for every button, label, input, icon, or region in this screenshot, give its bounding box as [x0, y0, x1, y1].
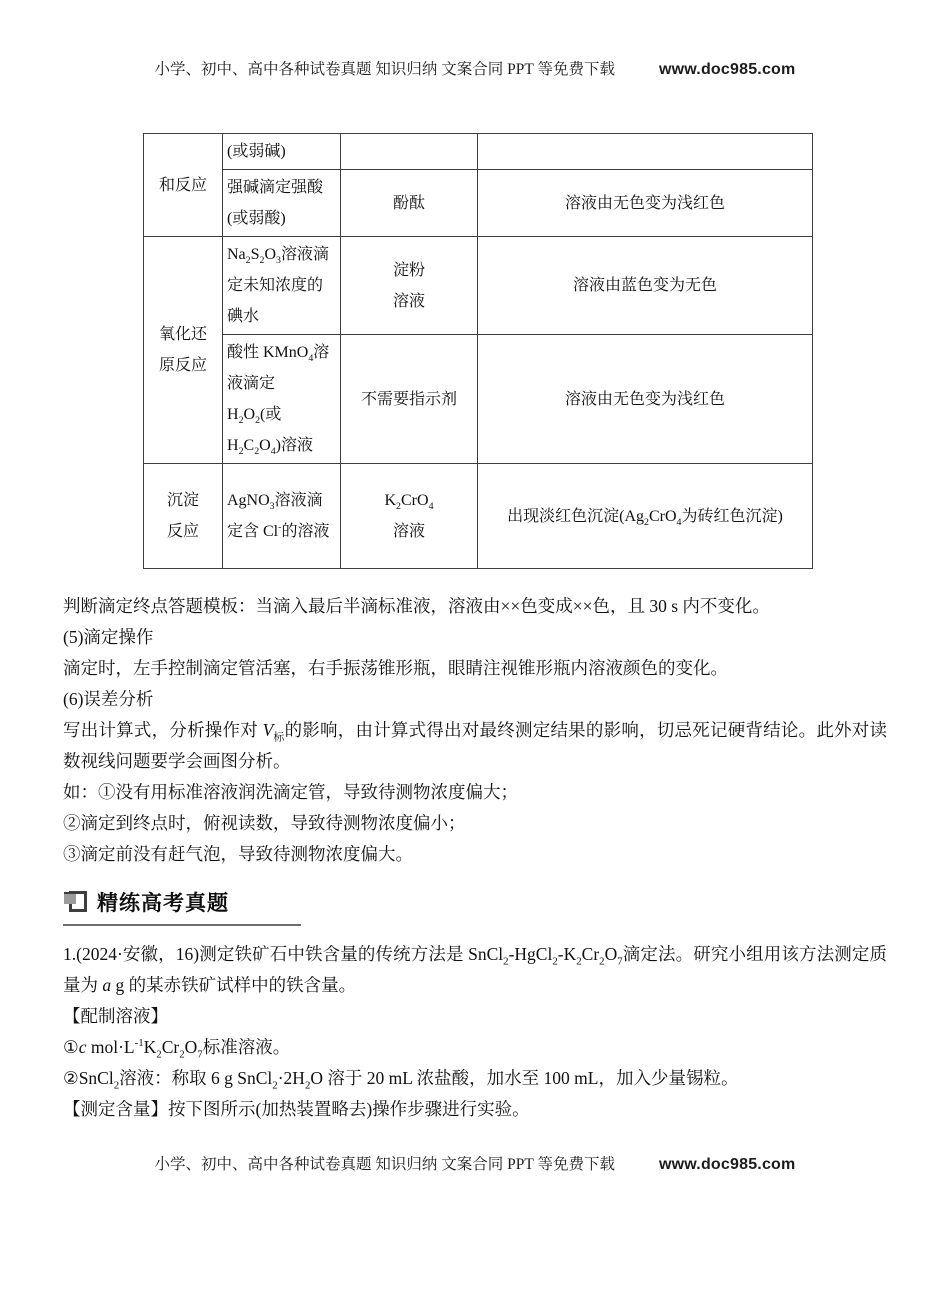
cell-indicator-k2cro4: $K_2CrO_4$ 溶液: [341, 464, 478, 569]
titration-operation-text: 滴定时，左手控制滴定管活塞，右手振荡锥形瓶，眼睛注视锥形瓶内溶液颜色的变化。: [63, 658, 728, 678]
cell-indicator-none-needed: 不需要指示剂: [341, 335, 478, 464]
header-site-url: www.doc985.com: [658, 61, 796, 78]
section-title: 精练高考真题: [97, 892, 229, 915]
cell-observation-brick-red-precipitate: 出现淡红色沉淀($Ag_2CrO_4$为砖红色沉淀): [478, 464, 813, 569]
error-example-2: ②滴定到终点时，俯视读数，导致待测物浓度偏小；: [63, 813, 466, 833]
cell-method-agno3: AgNO$_3$溶液滴定含 Cl-的溶液: [223, 464, 341, 569]
footer-download-text: 小学、初中、高中各种试卷真题 知识归纳 文案合同 PPT 等免费下载: [154, 1156, 615, 1173]
cell-method-strong-base-titrate-acid: 强碱滴定强酸(或弱酸): [223, 170, 341, 237]
error-analysis-heading: (6)误差分析: [63, 689, 154, 709]
cell-method-thiosulfate: $Na_2S_2O_3$溶液滴定未知浓度的碘水: [223, 237, 341, 335]
titration-operation-heading: (5)滴定操作: [63, 627, 154, 647]
titration-indicator-table: [143, 133, 813, 569]
cell-category-precipitation: 沉淀 反应: [144, 464, 223, 569]
cell-indicator-phenolphthalein: 酚酞: [341, 170, 478, 237]
cell-observation-blue-to-colorless: 溶液由蓝色变为无色: [478, 237, 813, 335]
cell-indicator-starch: 淀粉 溶液: [341, 237, 478, 335]
document-content: [63, 133, 887, 1125]
endpoint-answer-template: 判断滴定终点答题模板：当滴入最后半滴标准液，溶液由××色变成××色，且 30 s 内不变化。: [63, 596, 770, 616]
cell-observation-colorless-to-pink: 溶液由无色变为浅红色: [478, 170, 813, 237]
prepare-solution-item-2: ②SnCl$_2$溶液：称取 6 g $SnCl_2\cdot 2H_2O$ 溶于 20 mL 浓盐酸，加水至 100 mL，加入少量锡粒。: [63, 1068, 739, 1092]
cell-indicator-empty: [341, 134, 478, 170]
prepare-solution-heading: 【配制溶液】: [63, 1006, 168, 1026]
page-header: [0, 57, 950, 79]
question-1-stem: 1.(2024·安徽，16)测定铁矿石中铁含量的传统方法是 $SnCl_2-HgCl_2-K_2Cr_2O_7$滴定法。研究小组用该方法测定质量为 a g 的某赤铁矿试样中的铁含量。: [63, 944, 888, 995]
cell-observation-colorless-to-pink-2: 溶液由无色变为浅红色: [478, 335, 813, 464]
document-icon: [64, 891, 87, 914]
exam-practice-section-header: [63, 882, 301, 926]
header-download-text: 小学、初中、高中各种试卷真题 知识归纳 文案合同 PPT 等免费下载: [154, 61, 615, 78]
cell-method-kmno4: 酸性 KMnO$_4$溶液滴定 $H_2O_2$(或 $H_2C_2O_4$)溶液: [223, 335, 341, 464]
error-example-3: ③滴定前没有赶气泡，导致待测物浓度偏大。: [63, 844, 413, 864]
footer-site-url: www.doc985.com: [658, 1156, 796, 1173]
cell-category-neutralization: 和反应: [144, 134, 223, 237]
page-footer: [0, 1152, 950, 1174]
cell-method-weak-base: (或弱碱): [223, 134, 341, 170]
measure-content-line: 【测定含量】按下图所示(加热装置略去)操作步骤进行实验。: [63, 1099, 530, 1119]
prepare-solution-item-1: ①c $mol\cdot L^{-1}K_2Cr_2O_7$标准溶液。: [63, 1037, 291, 1061]
cell-category-redox: 氧化还 原反应: [144, 237, 223, 464]
error-example-1: 如：①没有用标准溶液润洗滴定管，导致待测物浓度偏大；: [63, 782, 518, 802]
error-analysis-text: 写出计算式，分析操作对 $V_标$的影响，由计算式得出对最终测定结果的影响，切忌死记硬背结论。此外对读数视线问题要学会画图分析。: [63, 720, 888, 771]
cell-observation-empty: [478, 134, 813, 170]
